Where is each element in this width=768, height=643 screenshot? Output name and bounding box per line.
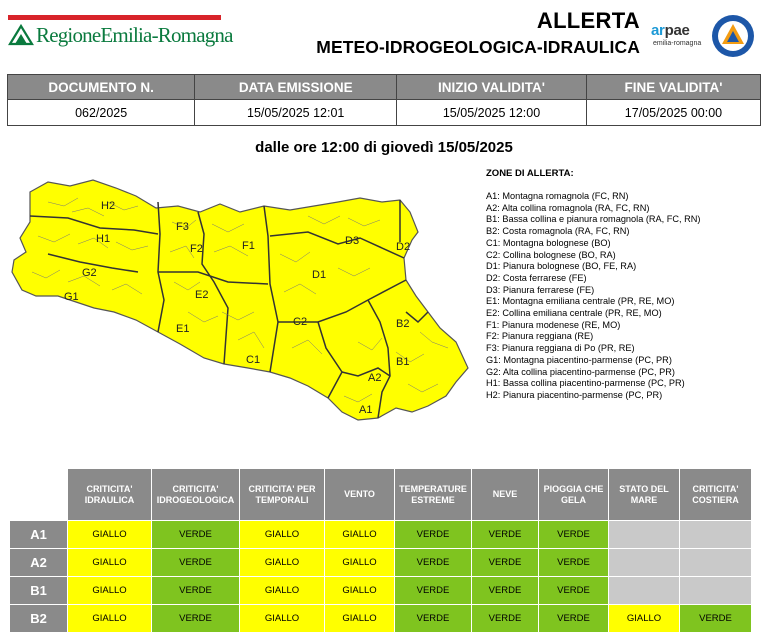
- zone-label-e1: E1: [176, 323, 190, 335]
- alert-level-cell: GIALLO: [325, 605, 395, 633]
- legend-list: [486, 191, 766, 402]
- zone-legend: [486, 168, 766, 402]
- alert-level-cell: VERDE: [539, 549, 609, 577]
- zone-label-d1: D1: [312, 269, 327, 281]
- zone-label-h1: H1: [96, 233, 111, 245]
- zone-label-e2: E2: [195, 289, 209, 301]
- arpae-prefix: ar: [651, 22, 665, 39]
- zone-label-f1: F1: [242, 240, 255, 252]
- alert-column-header: STATO DEL MARE: [609, 469, 680, 521]
- issue-date: 15/05/2025 12:01: [195, 100, 397, 126]
- zone-label-g2: G2: [82, 267, 97, 279]
- alert-level-cell: VERDE: [539, 577, 609, 605]
- alert-level-cell: GIALLO: [68, 605, 152, 633]
- corner-cell: [10, 469, 68, 521]
- document-header-row: [8, 75, 761, 100]
- alert-level-cell: GIALLO: [68, 549, 152, 577]
- legend-item: G1: Montagna piacentino-parmense (PC, PR): [486, 354, 672, 365]
- alert-level-cell: [609, 549, 680, 577]
- alert-level-cell: VERDE: [539, 521, 609, 549]
- zone-label-d2: D2: [396, 241, 411, 253]
- alert-column-header: CRITICITA' COSTIERA: [680, 469, 752, 521]
- zone-label-d3: D3: [345, 235, 360, 247]
- alert-header-row: [10, 469, 752, 521]
- alert-level-cell: GIALLO: [240, 549, 325, 577]
- alert-level-cell: [680, 577, 752, 605]
- legend-item: E1: Montagna emiliana centrale (PR, RE, MO): [486, 296, 675, 307]
- legend-item: B2: Costa romagnola (RA, FC, RN): [486, 226, 630, 237]
- alert-column-header: CRITICITA' IDROGEOLOGICA: [152, 469, 240, 521]
- alert-level-cell: VERDE: [395, 577, 472, 605]
- legend-item: H1: Bassa collina piacentino-parmense (PC, PR): [486, 378, 685, 389]
- regione-name: RegioneEmilia-Romagna: [36, 23, 233, 47]
- legend-item: F1: Pianura modenese (RE, MO): [486, 319, 621, 330]
- legend-item: F3: Pianura reggiana di Po (PR, RE): [486, 343, 635, 354]
- legend-item: D1: Pianura bolognese (BO, FE, RA): [486, 261, 637, 272]
- protezione-civile-logo-icon: [711, 14, 755, 58]
- alert-level-cell: GIALLO: [240, 605, 325, 633]
- alert-level-cell: GIALLO: [325, 577, 395, 605]
- alert-levels-table: [9, 468, 752, 633]
- alert-level-cell: VERDE: [395, 521, 472, 549]
- alert-level-cell: GIALLO: [240, 521, 325, 549]
- zone-label-f3: F3: [176, 221, 189, 233]
- validity-start: 15/05/2025 12:00: [397, 100, 587, 126]
- alert-level-cell: VERDE: [152, 549, 240, 577]
- legend-item: H2: Pianura piacentino-parmense (PC, PR): [486, 389, 663, 400]
- regione-emilia-romagna-logo: [8, 15, 233, 51]
- zone-label-b1: B1: [396, 356, 410, 368]
- alert-row-a1: [10, 521, 752, 549]
- arpae-suffix: pae: [664, 22, 690, 39]
- zone-code: A1: [10, 521, 68, 549]
- alert-level-cell: VERDE: [680, 605, 752, 633]
- legend-title: ZONE DI ALLERTA:: [486, 168, 574, 179]
- page-title: ALLERTA: [536, 8, 640, 33]
- alert-level-cell: VERDE: [472, 549, 539, 577]
- legend-item: D2: Costa ferrarese (FE): [486, 272, 587, 283]
- alert-level-cell: [609, 577, 680, 605]
- alert-level-cell: [609, 521, 680, 549]
- logo-red-bar: [8, 15, 221, 20]
- legend-item: A2: Alta collina romagnola (RA, FC, RN): [486, 202, 650, 213]
- alert-row-a2: [10, 549, 752, 577]
- alert-level-cell: VERDE: [539, 605, 609, 633]
- arpae-logo: [651, 22, 707, 52]
- legend-item: F2: Pianura reggiana (RE): [486, 331, 594, 342]
- alert-level-cell: GIALLO: [68, 577, 152, 605]
- validity-period-title: dalle ore 12:00 di giovedì 15/05/2025: [255, 139, 513, 156]
- alert-level-cell: VERDE: [472, 577, 539, 605]
- zone-label-g1: G1: [64, 291, 79, 303]
- alert-level-cell: GIALLO: [325, 521, 395, 549]
- zone-label-f2: F2: [190, 243, 203, 255]
- alert-column-header: TEMPERATURE ESTREME: [395, 469, 472, 521]
- alert-level-cell: GIALLO: [68, 521, 152, 549]
- zone-label-c2: C2: [293, 316, 308, 328]
- legend-item: D3: Pianura ferrarese (FE): [486, 284, 595, 295]
- alert-level-cell: VERDE: [395, 605, 472, 633]
- document-value-row: [8, 100, 761, 126]
- alert-level-cell: VERDE: [395, 549, 472, 577]
- zone-code: B2: [10, 605, 68, 633]
- document-info-table: [7, 74, 761, 126]
- validity-end-header: FINE VALIDITA': [586, 75, 760, 100]
- alert-column-header: CRITICITA' PER TEMPORALI: [240, 469, 325, 521]
- alert-column-header: VENTO: [325, 469, 395, 521]
- zone-label-b2: B2: [396, 318, 410, 330]
- alert-level-cell: VERDE: [152, 605, 240, 633]
- document-number-header: DOCUMENTO N.: [8, 75, 195, 100]
- zone-label-a1: A1: [359, 404, 373, 416]
- legend-item: C1: Montagna bolognese (BO): [486, 237, 611, 248]
- region-alert-map: [8, 172, 478, 430]
- regione-mark-icon: [8, 24, 34, 46]
- page-subtitle: METEO-IDROGEOLOGICA-IDRAULICA: [316, 37, 640, 57]
- arpae-subtitle: emilia-romagna: [653, 40, 702, 47]
- zone-label-h2: H2: [101, 200, 116, 212]
- page-header: [0, 0, 768, 66]
- zone-code: B1: [10, 577, 68, 605]
- validity-start-header: INIZIO VALIDITA': [397, 75, 587, 100]
- legend-item: A1: Montagna romagnola (FC, RN): [486, 191, 629, 201]
- alert-column-header: PIOGGIA CHE GELA: [539, 469, 609, 521]
- zone-code: A2: [10, 549, 68, 577]
- alert-level-cell: GIALLO: [609, 605, 680, 633]
- alert-row-b1: [10, 577, 752, 605]
- alert-level-cell: VERDE: [152, 577, 240, 605]
- issue-date-header: DATA EMISSIONE: [195, 75, 397, 100]
- legend-item: C2: Collina bolognese (BO, RA): [486, 249, 616, 260]
- zone-label-a2: A2: [368, 372, 382, 384]
- alert-level-cell: VERDE: [152, 521, 240, 549]
- alert-column-header: CRITICITA' IDRAULICA: [68, 469, 152, 521]
- alert-level-cell: [680, 549, 752, 577]
- alert-column-header: NEVE: [472, 469, 539, 521]
- document-number: 062/2025: [8, 100, 195, 126]
- alert-level-cell: VERDE: [472, 605, 539, 633]
- zone-label-c1: C1: [246, 354, 261, 366]
- alert-level-cell: GIALLO: [240, 577, 325, 605]
- legend-item: B1: Bassa collina e pianura romagnola (RA, FC, RN): [486, 214, 701, 225]
- alert-level-cell: [680, 521, 752, 549]
- alert-level-cell: GIALLO: [325, 549, 395, 577]
- alert-row-b2: [10, 605, 752, 633]
- legend-item: E2: Collina emiliana centrale (PR, RE, MO): [486, 308, 662, 319]
- alert-level-cell: VERDE: [472, 521, 539, 549]
- legend-item: G2: Alta collina piacentino-parmense (PC, PR): [486, 366, 675, 377]
- validity-end: 17/05/2025 00:00: [586, 100, 760, 126]
